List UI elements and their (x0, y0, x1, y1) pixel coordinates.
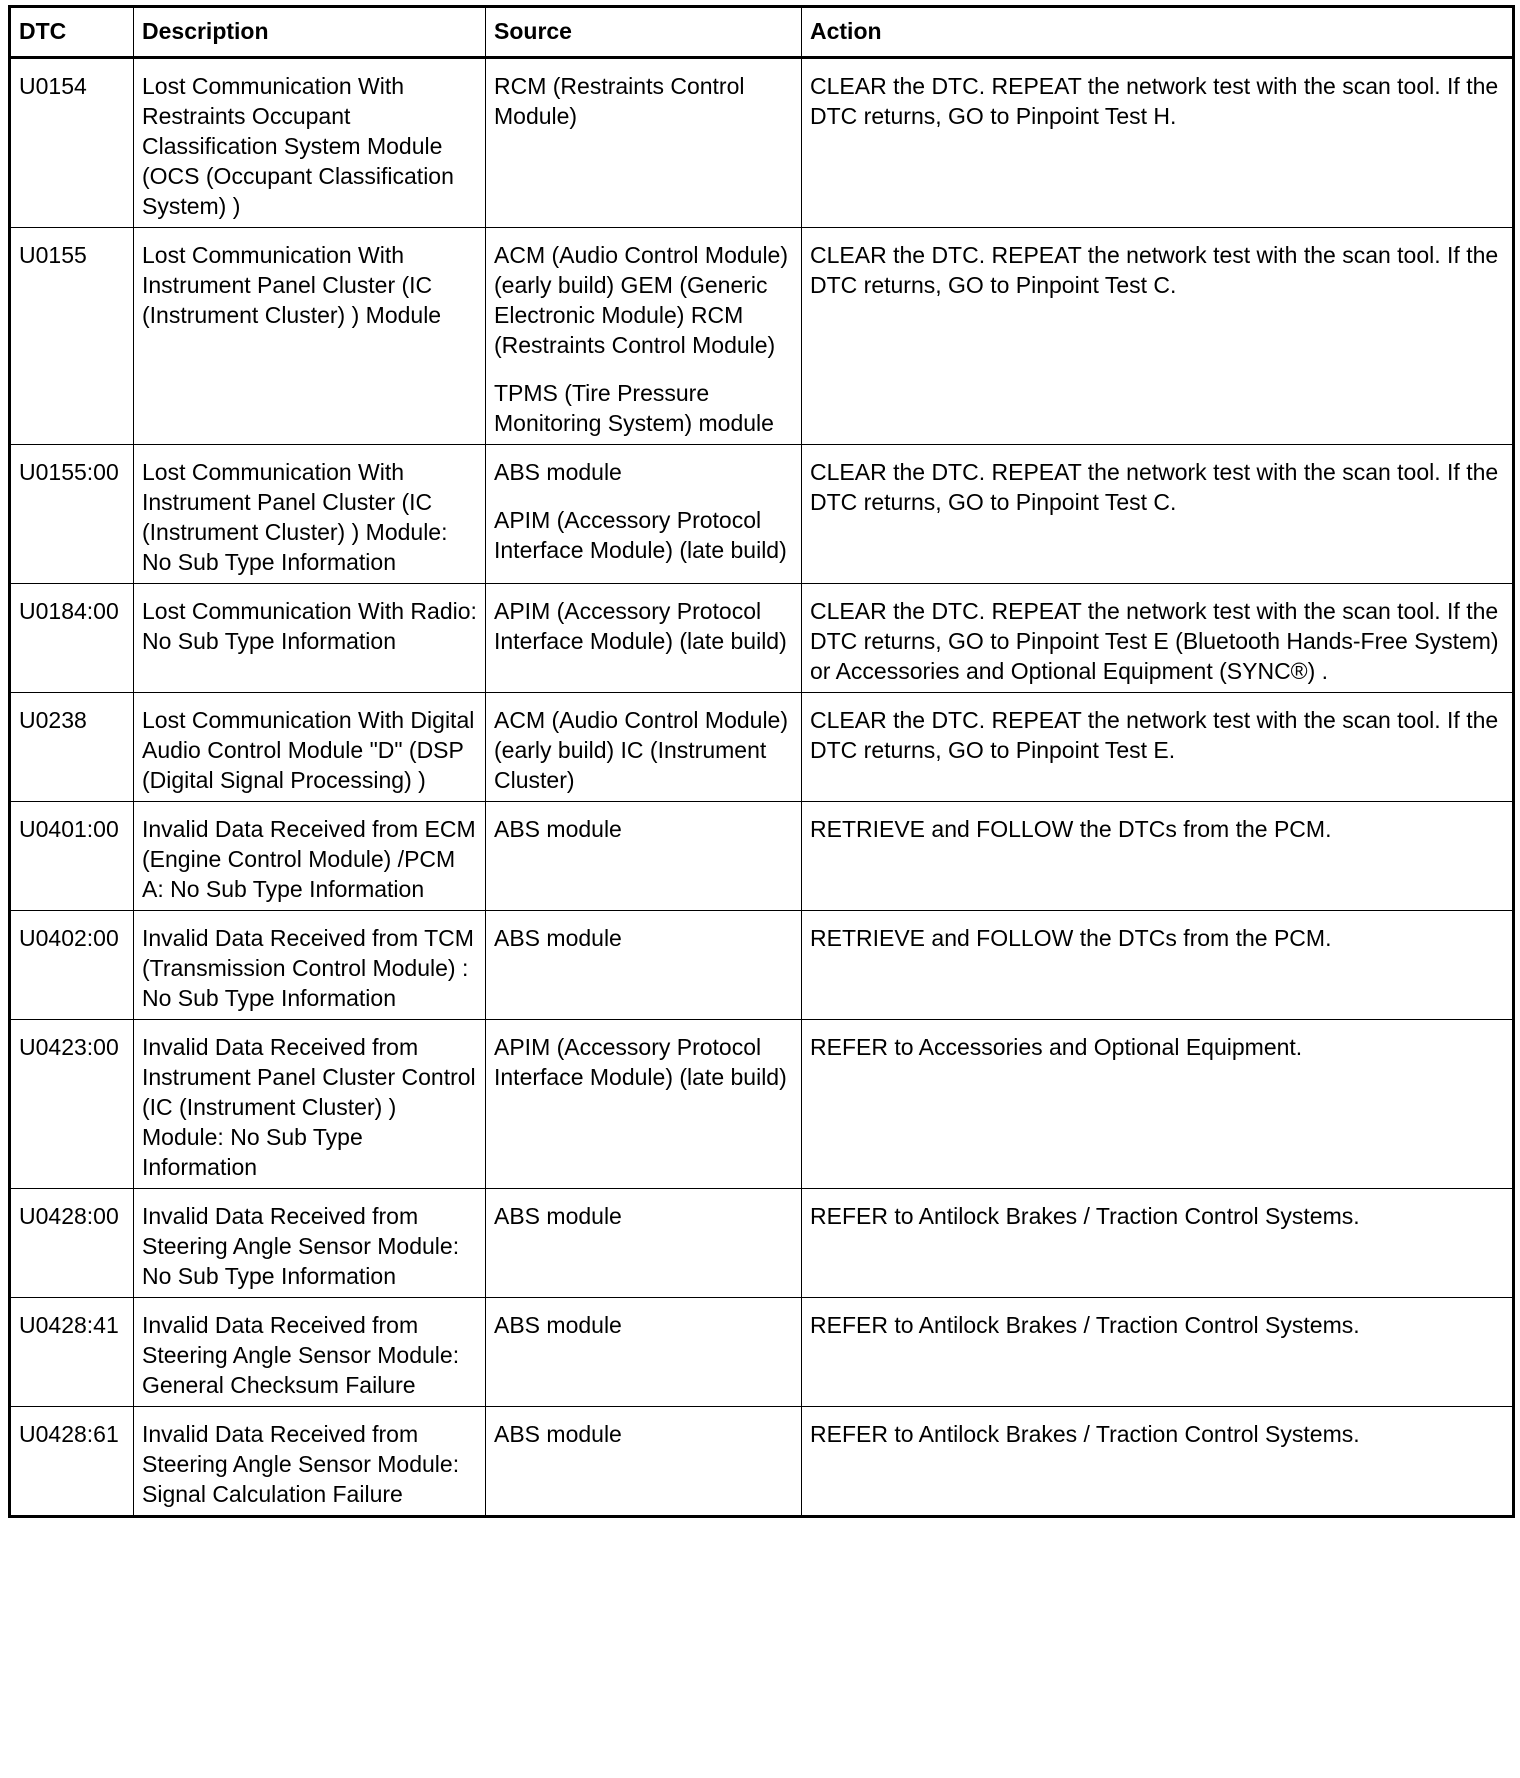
dtc-source (486, 445, 802, 584)
dtc-description: Invalid Data Received from Steering Angle Sensor Module: Signal Calculation Failure (134, 1407, 486, 1517)
dtc-code: U0428:61 (10, 1407, 134, 1517)
source-entry: TPMS (Tire Pressure Monitoring System) module (494, 380, 774, 436)
dtc-code: U0155 (10, 228, 134, 445)
dtc-code: U0428:00 (10, 1189, 134, 1298)
dtc-action: REFER to Accessories and Optional Equipment. (802, 1020, 1514, 1189)
table-row (10, 228, 1514, 445)
source-entry: RCM (Restraints Control Module) (494, 73, 745, 129)
header-action: Action (802, 7, 1514, 58)
dtc-action: CLEAR the DTC. REPEAT the network test with the scan tool. If the DTC returns, GO to Pinpoint Test E (Bluetooth Hands-Free System) or Accessories and Optional Equipment (SYNC®) . (802, 584, 1514, 693)
dtc-code: U0428:41 (10, 1298, 134, 1407)
header-source: Source (486, 7, 802, 58)
dtc-description: Lost Communication With Instrument Panel Cluster (IC (Instrument Cluster) ) Module: No Sub Type Information (134, 445, 486, 584)
dtc-description: Lost Communication With Instrument Panel Cluster (IC (Instrument Cluster) ) Module (134, 228, 486, 445)
source-entry: ACM (Audio Control Module) (early build) IC (Instrument Cluster) (494, 707, 789, 793)
dtc-code: U0401:00 (10, 802, 134, 911)
header-description: Description (134, 7, 486, 58)
dtc-action: RETRIEVE and FOLLOW the DTCs from the PCM. (802, 802, 1514, 911)
dtc-source (486, 1189, 802, 1298)
dtc-action: CLEAR the DTC. REPEAT the network test with the scan tool. If the DTC returns, GO to Pinpoint Test C. (802, 228, 1514, 445)
table-row (10, 58, 1514, 228)
dtc-source (486, 228, 802, 445)
dtc-description: Invalid Data Received from ECM (Engine Control Module) /PCM A: No Sub Type Information (134, 802, 486, 911)
dtc-action: REFER to Antilock Brakes / Traction Control Systems. (802, 1298, 1514, 1407)
dtc-code: U0154 (10, 58, 134, 228)
dtc-action: CLEAR the DTC. REPEAT the network test with the scan tool. If the DTC returns, GO to Pinpoint Test C. (802, 445, 1514, 584)
table-row (10, 1189, 1514, 1298)
table-header-row (10, 7, 1514, 58)
source-entry: ABS module (494, 1421, 622, 1447)
table-row (10, 1407, 1514, 1517)
dtc-source (486, 911, 802, 1020)
dtc-table (8, 5, 1515, 1518)
table-row (10, 1020, 1514, 1189)
source-entry: ABS module (494, 925, 622, 951)
dtc-description: Lost Communication With Restraints Occupant Classification System Module (OCS (Occupant Classification System) ) (134, 58, 486, 228)
dtc-table-page (8, 5, 1512, 1518)
dtc-description: Invalid Data Received from Steering Angle Sensor Module: General Checksum Failure (134, 1298, 486, 1407)
dtc-source (486, 584, 802, 693)
dtc-source (486, 58, 802, 228)
source-entry: ACM (Audio Control Module) (early build) GEM (Generic Electronic Module) RCM (Restraints Control Module) (494, 242, 789, 358)
dtc-description: Lost Communication With Digital Audio Control Module "D" (DSP (Digital Signal Processing) ) (134, 693, 486, 802)
table-row (10, 802, 1514, 911)
dtc-description: Invalid Data Received from Steering Angle Sensor Module: No Sub Type Information (134, 1189, 486, 1298)
source-entry: ABS module (494, 816, 622, 842)
dtc-source (486, 1407, 802, 1517)
dtc-source (486, 1298, 802, 1407)
dtc-description: Lost Communication With Radio: No Sub Type Information (134, 584, 486, 693)
source-entry: APIM (Accessory Protocol Interface Module) (late build) (494, 507, 787, 563)
table-row (10, 1298, 1514, 1407)
source-entry: ABS module (494, 1312, 622, 1338)
source-entry: APIM (Accessory Protocol Interface Module) (late build) (494, 1034, 787, 1090)
dtc-action: REFER to Antilock Brakes / Traction Control Systems. (802, 1407, 1514, 1517)
dtc-action: CLEAR the DTC. REPEAT the network test with the scan tool. If the DTC returns, GO to Pinpoint Test H. (802, 58, 1514, 228)
dtc-code: U0238 (10, 693, 134, 802)
dtc-code: U0155:00 (10, 445, 134, 584)
source-entry: ABS module (494, 459, 622, 485)
source-entry: ABS module (494, 1203, 622, 1229)
dtc-description: Invalid Data Received from Instrument Panel Cluster Control (IC (Instrument Cluster) ) Module: No Sub Type Information (134, 1020, 486, 1189)
header-dtc: DTC (10, 7, 134, 58)
source-entry: APIM (Accessory Protocol Interface Module) (late build) (494, 598, 787, 654)
dtc-source (486, 1020, 802, 1189)
dtc-action: CLEAR the DTC. REPEAT the network test with the scan tool. If the DTC returns, GO to Pinpoint Test E. (802, 693, 1514, 802)
dtc-code: U0184:00 (10, 584, 134, 693)
dtc-description: Invalid Data Received from TCM (Transmission Control Module) : No Sub Type Information (134, 911, 486, 1020)
dtc-code: U0402:00 (10, 911, 134, 1020)
dtc-action: REFER to Antilock Brakes / Traction Control Systems. (802, 1189, 1514, 1298)
table-body (10, 58, 1514, 1517)
dtc-code: U0423:00 (10, 1020, 134, 1189)
table-row (10, 584, 1514, 693)
table-row (10, 911, 1514, 1020)
dtc-source (486, 693, 802, 802)
table-row (10, 445, 1514, 584)
table-row (10, 693, 1514, 802)
dtc-action: RETRIEVE and FOLLOW the DTCs from the PCM. (802, 911, 1514, 1020)
dtc-source (486, 802, 802, 911)
